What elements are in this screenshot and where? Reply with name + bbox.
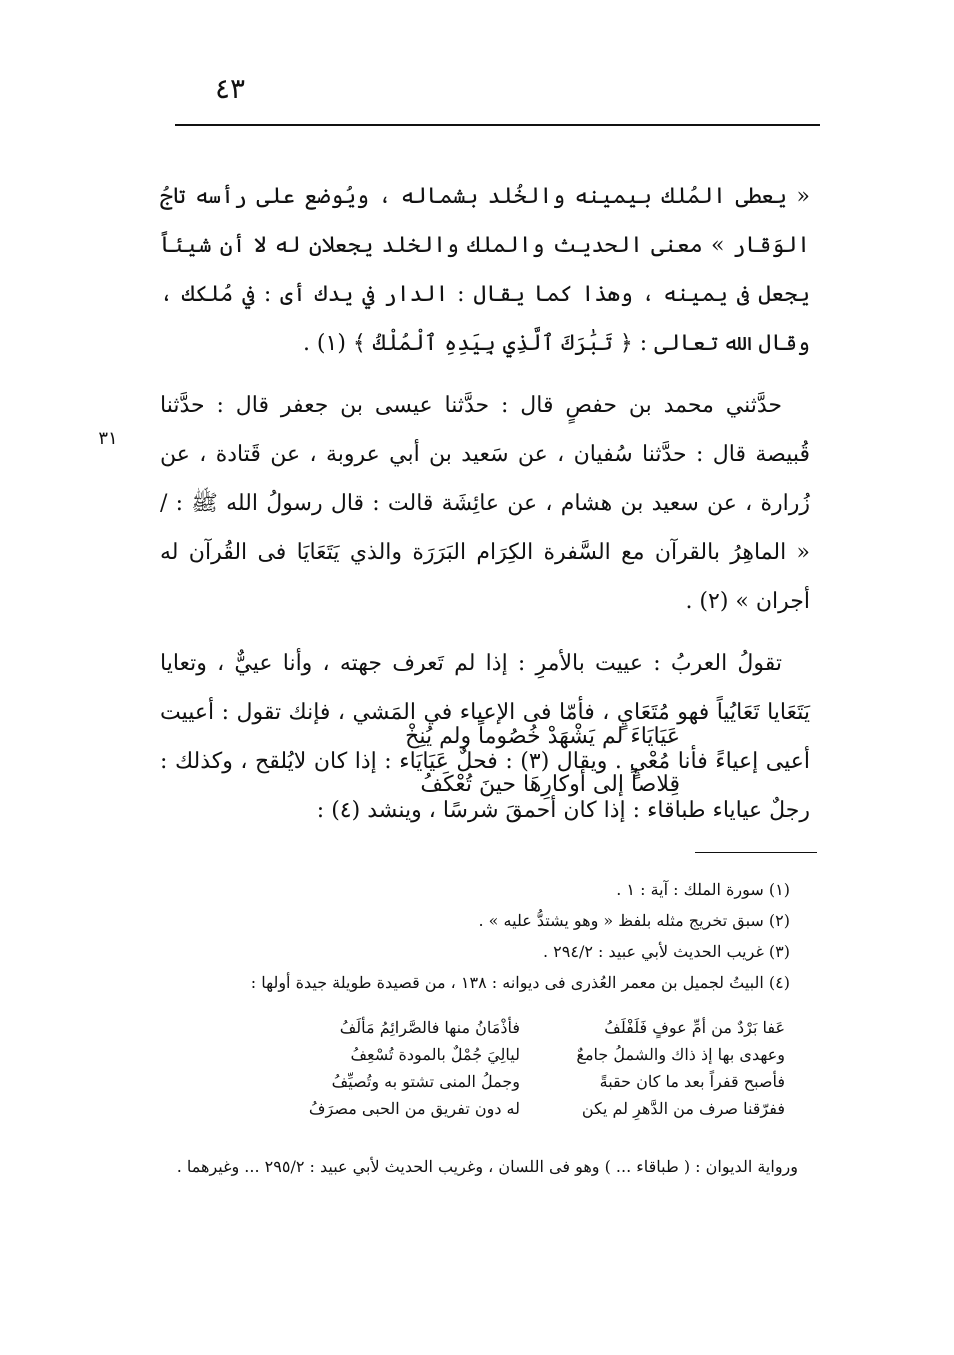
poem-second-hemistich: له دون تفريق من الحبى مصرَفُ [308, 1099, 520, 1118]
poem-verse [285, 1068, 785, 1095]
poem-first-hemistich: وعهدى بها إذ ذاك والشملُ جامعٌ [576, 1045, 785, 1064]
footnote-continuation: ورواية الديوان : ( طباقاء ... ) وهو فى اللسان ، وغريب الحديث لأبي عبيد : ٢٩٥/٢ ... وغيرهما . [176, 1157, 798, 1176]
footnote: (٤) البيتُ لجميل بن معمر العُذرى فى ديوانه : ١٣٨ ، من قصيدة طويلة جيدة أولها : [250, 973, 790, 992]
header-rule [175, 124, 820, 126]
paragraph: حدَّثني محمد بن حفصٍ قال : حدَّثنا عيسى بن جعفر قال : حدَّثنا قُبيصة قال : حدَّثنا سُفيان ، عن سَعيد بن أبي عروبة ، عن قَتادة ، عن زُرارة ، عن سعيد بن هشام ، عن عائِشَة قالت : قال رسولُ الله ﷺ : / « الماهِرُ بالقرآن مع السَّفرة الكِرَام البَرَرَة والذي يَتَعَايَا فى القُرآن له أجران » (٢) . [160, 393, 810, 614]
poem-verse [285, 1041, 785, 1068]
footnote-poem [285, 1014, 785, 1122]
footnotes [170, 874, 790, 998]
poem-verse [285, 1014, 785, 1041]
verse-line: قِلاصاً إلى أوكارِهَا حينَ تُعْكَفُ [420, 772, 680, 797]
verse-line: عَيَايَاءَ لم يَشْهَدْ خُصُوماً ولم يُنِخْ [405, 724, 680, 749]
poem-second-hemistich: ليالِيَ جُمْلٌ بالمودة تُسْعِفُ [350, 1045, 520, 1064]
poem-second-hemistich: وجملُ المنى تشتو به وتُصيِّفُ [331, 1072, 520, 1091]
margin-page-reference: ٣١ [98, 428, 118, 449]
poem-first-hemistich: فأصبح قفراً بعد ما كان حقبةً [599, 1072, 785, 1091]
poem-first-hemistich: عَفا بَرْدٌ من أمِّ عوفٍ فَلَفْلَفُ [604, 1018, 785, 1037]
footnote: (١) سورة الملك : آية : ١ . [616, 880, 790, 899]
footnote-rule [695, 852, 817, 853]
paragraph: تقولُ العربُ : عييت بالأمرِ : إذا لم تَعرف جهته ، وأنا عييٌّ ، وتعايا يَتَعَايا تَعَايُياً فهو مُتَعَايٍ ، فأمّا فى الإعياء في المَشي ، فإنك تقول : أعييت أعيى إعياءً فأنا مُعْيٍ . ويقال (٣) : فحلٌ عَيَايَاء : إذا كان لايُلقح ، وكذلك : رجلٌ عياياء طباقاء : إذا كان أحمقَ شرسًا ، وينشد (٤) : [160, 651, 810, 823]
page-number: ٤٣ [214, 72, 246, 105]
poem-verse [285, 1095, 785, 1122]
paragraph: « يعطى المُلك بيمينه والخُلد بشماله ، ويُوضع على رأسه تاجُ الوَقار » معنى الحديث والملك والخلد يجعلان له لا أن شيئاً يجعل فى يمينه ، وهذا كما يقال : الدار في يدك أى : في مُلكك ، وقال الله تعالى : ﴿ تَبَٰرَكَ ٱلَّذِي بِيَدِهِ ٱلْمُلْكُ ﴾ (١) . [160, 184, 810, 356]
footnote: (٢) سبق تخريج مثله بلفظ « وهو يشتدُّ عليه » . [478, 911, 790, 930]
footnote: (٣) غريب الحديث لأبي عبيد : ٢٩٤/٢ . [542, 942, 790, 961]
poem-first-hemistich: ففرّقنا صرف من الدَّهرِ لم يكن [581, 1099, 785, 1118]
poem-second-hemistich: فأذْمَانُ منها فالصَّرائِمُ مَألَفُ [339, 1018, 520, 1037]
